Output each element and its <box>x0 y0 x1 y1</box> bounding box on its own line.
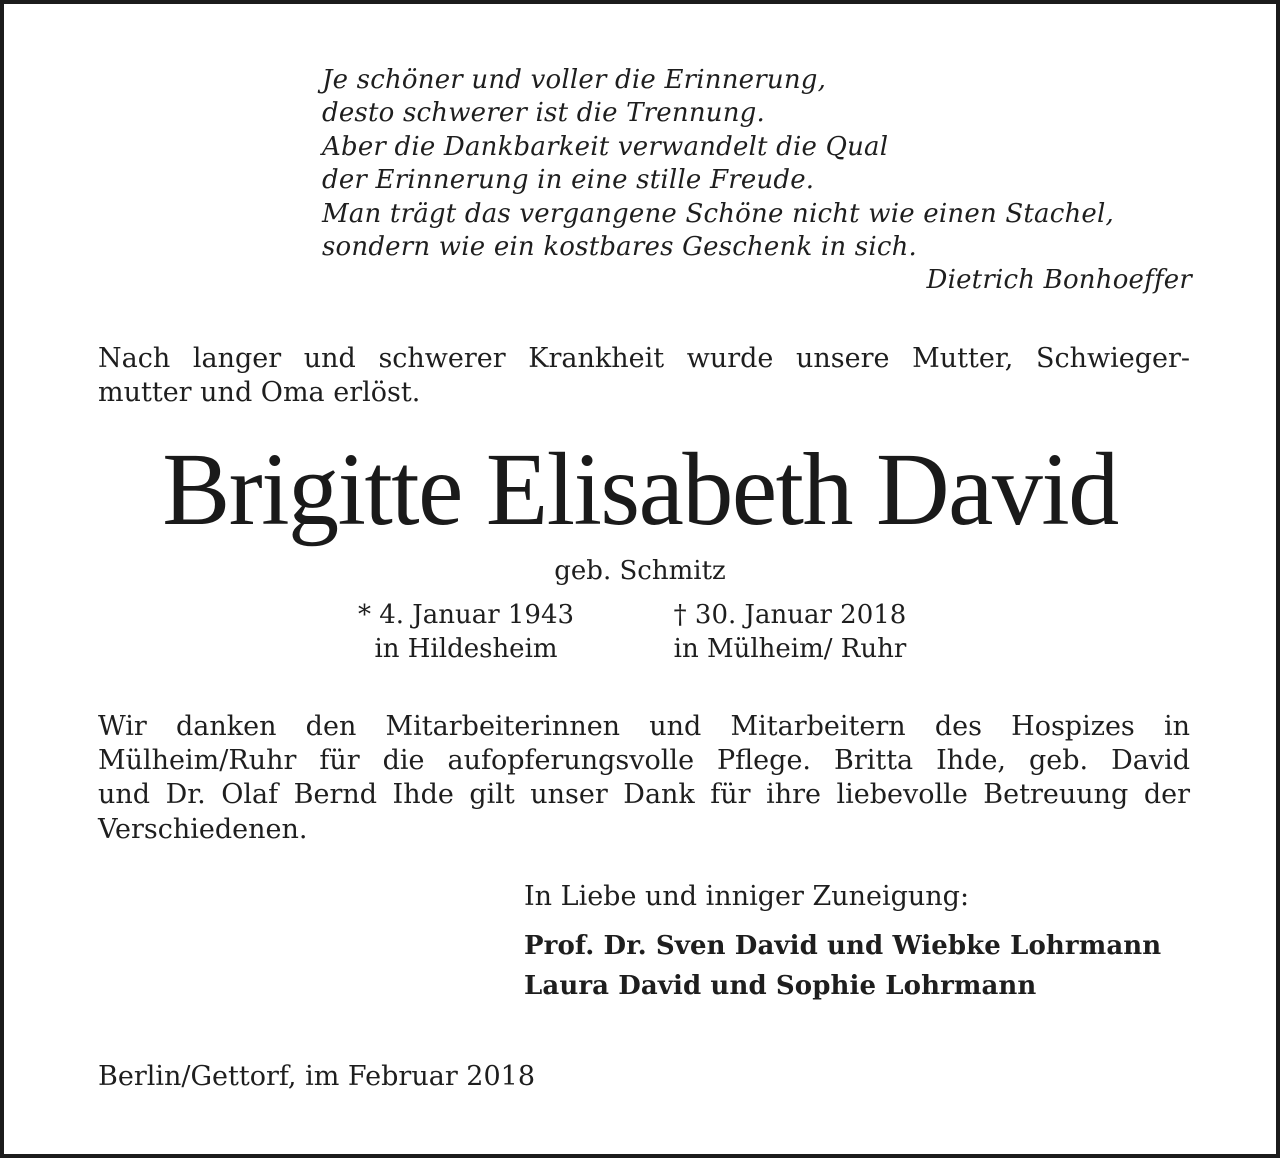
quote-line: desto schwerer ist die Trennung. <box>322 98 765 129</box>
death-place: in Mülheim/ Ruhr <box>673 634 907 664</box>
birth-date: * 4. Januar 1943 <box>357 600 575 630</box>
thanks-paragraph <box>98 710 1190 847</box>
intro-paragraph <box>98 342 1190 410</box>
death-info <box>648 598 932 666</box>
signature-intro: In Liebe und inniger Zuneigung: <box>524 881 970 912</box>
intro-line: Nach langer und schwerer Krankheit wurde unsere Mutter, Schwieger- <box>98 343 1190 374</box>
quote-line: Je schöner und voller die Erinnerung, <box>322 65 827 95</box>
thanks-line: Mülheim/Ruhr für die aufopferungsvolle Pflege. Britta Ihde, geb. David <box>98 745 1190 777</box>
signature-block <box>524 879 1204 1006</box>
signature-name: Prof. Dr. Sven David und Wiebke Lohrmann <box>524 931 1162 961</box>
deceased-name: Brigitte Elisabeth David <box>162 432 1118 547</box>
place-date: Berlin/Gettorf, im Februar 2018 <box>98 1061 536 1092</box>
death-date: † 30. Januar 2018 <box>673 600 907 630</box>
thanks-line: Verschiedenen. <box>98 813 308 845</box>
quote-line: der Erinnerung in eine stille Freude. <box>322 165 815 196</box>
quote-author: Dietrich Bonhoeffer <box>926 265 1192 296</box>
thanks-line: Wir danken den Mitarbeiterinnen und Mitarbeitern des Hospizes in <box>98 711 1190 742</box>
birth-info <box>337 598 595 666</box>
bonhoeffer-quote <box>322 64 1192 298</box>
quote-line: sondern wie ein kostbares Geschenk in sich. <box>322 232 918 263</box>
quote-line: Man trägt das vergangene Schöne nicht wie einen Stachel, <box>322 198 1114 229</box>
thanks-line: und Dr. Olaf Bernd Ihde gilt unser Dank für ihre liebevolle Betreuung der <box>98 779 1190 811</box>
maiden-name: geb. Schmitz <box>554 556 726 586</box>
signature-name: Laura David und Sophie Lohrmann <box>524 971 1037 1001</box>
intro-line: mutter und Oma erlöst. <box>98 377 421 408</box>
birth-place: in Hildesheim <box>374 634 558 664</box>
quote-line: Aber die Dankbarkeit verwandelt die Qual <box>322 131 889 162</box>
